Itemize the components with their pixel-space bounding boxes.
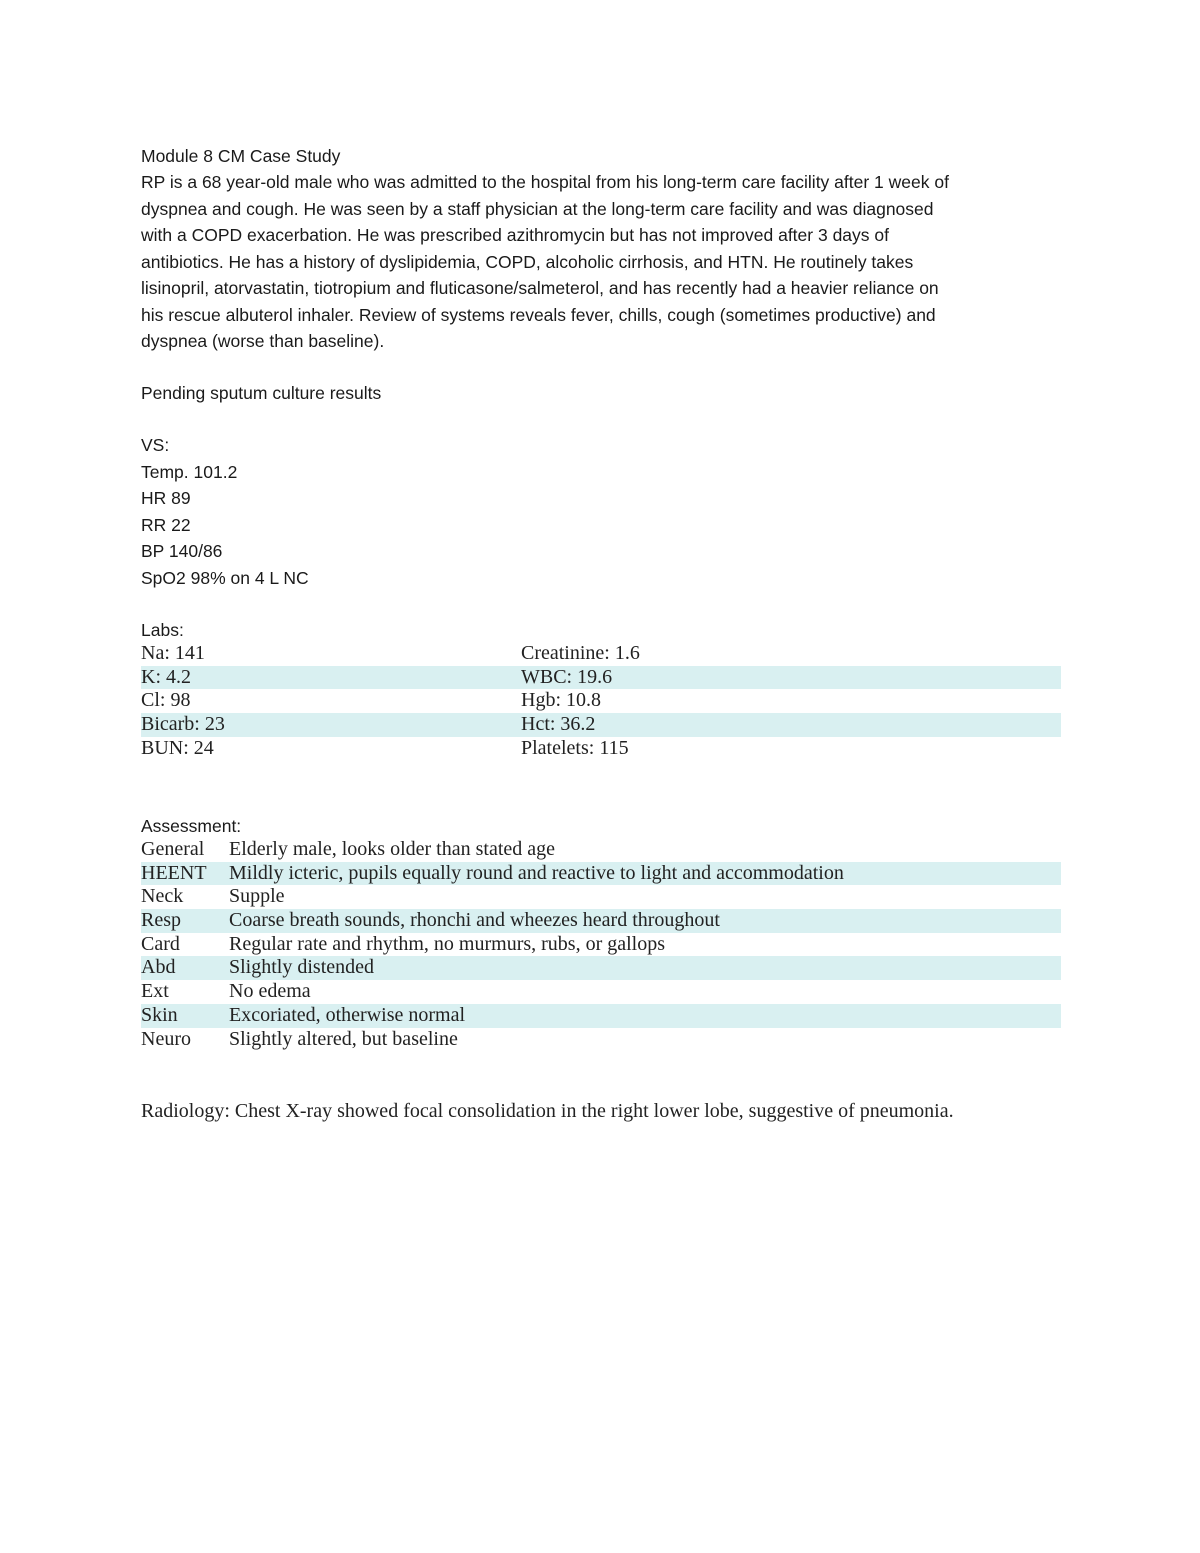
lab-value: BUN: 24 [141, 736, 214, 759]
case-narrative [141, 169, 1061, 355]
assessment-finding: No edema [229, 980, 311, 1003]
pending-culture-note: Pending sputum culture results [141, 383, 382, 403]
assessment-finding: Slightly distended [229, 956, 374, 979]
table-row [141, 909, 1061, 933]
narrative-line: dyspnea (worse than baseline). [141, 331, 385, 351]
table-row [141, 933, 1061, 957]
lab-value: Na: 141 [141, 642, 205, 664]
vital-temp: Temp. 101.2 [141, 461, 238, 482]
lab-value: Hct: 36.2 [521, 713, 596, 736]
lab-value: Bicarb: 23 [141, 713, 225, 736]
assessment-finding: Elderly male, looks older than stated age [229, 838, 556, 860]
table-row [141, 980, 1061, 1004]
assessment-system: Neuro [141, 1027, 191, 1050]
assessment-system: Resp [141, 909, 181, 932]
radiology-note: Radiology: Chest X-ray showed focal consolidation in the right lower lobe, suggestive of pneumonia. [141, 1100, 954, 1122]
narrative-line: his rescue albuterol inhaler. Review of systems reveals fever, chills, cough (sometimes productive) and [141, 304, 936, 325]
table-row [141, 956, 1061, 980]
narrative-line: antibiotics. He has a history of dyslipidemia, COPD, alcoholic cirrhosis, and HTN. He routinely takes [141, 251, 914, 272]
assessment-label: Assessment: [141, 816, 242, 836]
table-row [141, 689, 1061, 713]
assessment-system: Ext [141, 980, 169, 1003]
assessment-finding: Excoriated, otherwise normal [229, 1003, 466, 1026]
lab-value: Platelets: 115 [521, 736, 629, 759]
assessment-finding: Coarse breath sounds, rhonchi and wheezes heard throughout [229, 909, 720, 932]
assessment-system: Neck [141, 885, 184, 908]
narrative-line: with a COPD exacerbation. He was prescribed azithromycin but has not improved after 3 days of [141, 225, 889, 245]
vital-signs-section [141, 432, 1061, 591]
table-row [141, 1004, 1061, 1028]
assessment-system: General [141, 838, 205, 860]
assessment-finding: Mildly icteric, pupils equally round and reactive to light and accommodation [229, 861, 844, 884]
table-row [141, 713, 1061, 737]
assessment-system: HEENT [141, 861, 207, 884]
table-row [141, 666, 1061, 690]
narrative-line: RP is a 68 year-old male who was admitted to the hospital from his long-term care facility after 1 week of [141, 172, 949, 192]
vital-rr: RR 22 [141, 514, 191, 535]
lab-value: Creatinine: 1.6 [521, 642, 640, 664]
assessment-finding: Slightly altered, but baseline [229, 1027, 458, 1050]
lab-value: Cl: 98 [141, 689, 191, 712]
assessment-table [141, 838, 1061, 1051]
table-row [141, 642, 1061, 666]
table-row [141, 862, 1061, 886]
assessment-finding: Supple [229, 885, 285, 908]
assessment-system: Skin [141, 1003, 178, 1026]
lab-value: K: 4.2 [141, 665, 191, 688]
table-row [141, 737, 1061, 761]
lab-value: WBC: 19.6 [521, 665, 613, 688]
labs-table [141, 642, 1061, 760]
narrative-line: dyspnea and cough. He was seen by a staff physician at the long-term care facility and was diagnosed [141, 198, 934, 219]
vital-hr: HR 89 [141, 488, 191, 508]
table-row [141, 1028, 1061, 1052]
labs-label: Labs: [141, 620, 184, 640]
assessment-system: Abd [141, 956, 176, 979]
vital-spo2: SpO2 98% on 4 L NC [141, 567, 309, 588]
table-row [141, 838, 1061, 862]
narrative-line: lisinopril, atorvastatin, tiotropium and fluticasone/salmeterol, and has recently had a heavier reliance on [141, 278, 939, 298]
vital-bp: BP 140/86 [141, 541, 223, 561]
assessment-system: Card [141, 932, 180, 955]
lab-value: Hgb: 10.8 [521, 689, 601, 712]
document-title: Module 8 CM Case Study [141, 146, 341, 166]
table-row [141, 885, 1061, 909]
vitals-label: VS: [141, 435, 170, 455]
assessment-finding: Regular rate and rhythm, no murmurs, rubs, or gallops [229, 932, 666, 955]
